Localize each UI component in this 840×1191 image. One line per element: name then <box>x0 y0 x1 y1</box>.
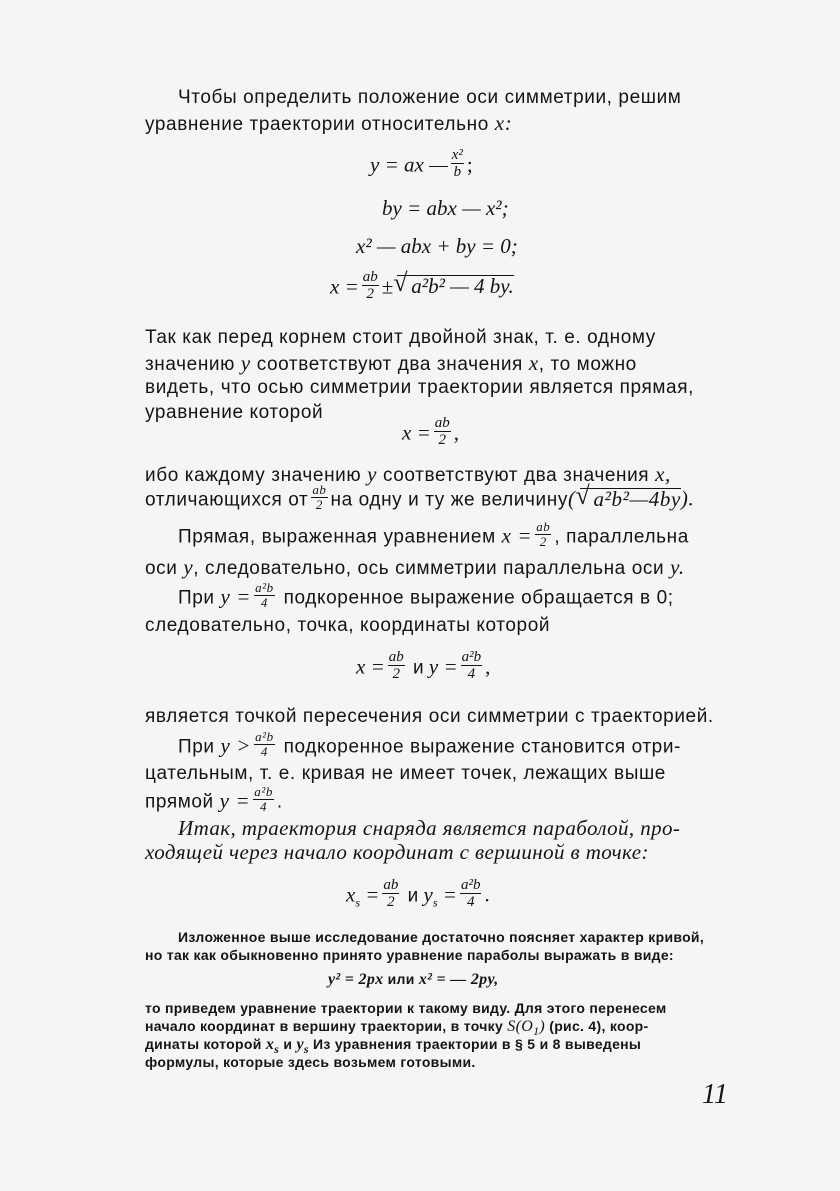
eq6-num2: a²b <box>461 649 482 665</box>
p10-line1-text: то приведем уравнение траектории к такому виду. Для этого перенесем <box>145 1000 667 1016</box>
p4-den: 2 <box>535 534 551 549</box>
p5-line1-a: При <box>178 587 215 609</box>
p3-line2-a: отличающихся от <box>145 489 309 511</box>
eq1-fraction <box>451 147 464 180</box>
p10-line3-a: динаты которой <box>145 1036 262 1052</box>
equation-3 <box>356 236 518 257</box>
eq5-fraction <box>434 415 451 448</box>
p7-line2 <box>145 764 666 783</box>
p6-line1 <box>145 707 714 726</box>
eq7-fraction-1 <box>382 877 399 910</box>
p4-num: ab <box>536 519 551 534</box>
p3-paren-close: ). <box>680 486 695 511</box>
p7-y-gt: y > <box>220 733 252 758</box>
eq6-y: y = <box>428 654 458 679</box>
p7-den: 4 <box>254 744 275 759</box>
equation-6 <box>356 649 491 685</box>
eq7-ys-sub: s <box>432 895 438 910</box>
p4-line1-b: , параллельна <box>554 526 689 548</box>
p2-y-var: y <box>240 351 251 375</box>
p4-y-var1: y <box>183 555 194 579</box>
eq1-num: x² <box>451 147 463 163</box>
p9-line1 <box>178 930 704 944</box>
p3-radical <box>580 488 681 510</box>
eq1-den: b <box>451 163 464 180</box>
eq4-num: ab <box>362 269 378 285</box>
p3-line1-b: соответствуют два значения <box>382 465 650 486</box>
eq6-and: и <box>413 657 424 679</box>
eq7-end: . <box>484 882 490 907</box>
p4-line1-a: Прямая, выраженная уравнением <box>178 526 496 548</box>
eq7-ys: y <box>423 882 433 907</box>
p10-line2 <box>145 1018 649 1039</box>
p9-line2 <box>145 948 674 962</box>
eq6-num1: ab <box>388 649 404 665</box>
p2-line2-c: , то можно <box>538 354 637 375</box>
p8-line2-text: ходящей через начало координат с вершиной в точке: <box>145 840 649 864</box>
p9-line1-text: Изложенное выше исследование достаточно поясняет характер кривой, <box>178 929 705 945</box>
p5-y-eq: y = <box>220 584 252 609</box>
p4-line1 <box>178 519 689 552</box>
p8-line1 <box>178 818 680 839</box>
p3-paren-open: ( <box>567 486 576 511</box>
eq7-xs-sub: s <box>355 895 360 910</box>
p3-num: ab <box>312 482 327 497</box>
p2-line2-a: значению <box>145 354 235 375</box>
page-number: 11 <box>702 1079 728 1110</box>
p4-y-var2: y. <box>670 555 685 579</box>
eq6-x: x = <box>356 654 385 679</box>
p8-line2 <box>145 842 649 863</box>
p7-y-eq: y = <box>219 788 251 813</box>
eq8-or: или <box>387 971 415 987</box>
eq4-den: 2 <box>362 285 379 302</box>
eq6-den1: 2 <box>388 665 405 682</box>
eq4-fraction <box>362 269 379 302</box>
eq3-text: x² — abx + by = 0; <box>356 234 518 258</box>
p10-ys: $y_s$ <box>296 1036 309 1057</box>
p5-line1-b: подкоренное выражение обращается в 0; <box>283 587 674 609</box>
eq7-num2: a²b <box>460 877 481 893</box>
eq5-den: 2 <box>434 431 451 448</box>
eq8-a: y² = 2px <box>328 971 384 988</box>
p7-num: a²b <box>255 729 274 744</box>
equation-5 <box>402 415 459 451</box>
p5-den: 4 <box>254 595 275 610</box>
eq4-lhs: x = <box>330 274 359 299</box>
p3-fraction <box>311 483 327 512</box>
p7-line1-b: подкоренное выражение становится отри- <box>283 736 681 758</box>
eq5-end: , <box>453 420 459 445</box>
eq5-lhs: x = <box>402 420 431 445</box>
equation-4 <box>330 269 514 305</box>
eq7-num1: ab <box>383 877 399 893</box>
p4-line2-b: , следовательно, ось симметрии параллельна оси <box>193 558 665 579</box>
p7-line1-a: При <box>178 736 215 758</box>
eq7-den1: 2 <box>382 893 399 910</box>
p2-line1-text: Так как перед корнем стоит двойной знак, т. е. одному <box>145 327 656 348</box>
p4-fraction <box>535 520 551 549</box>
p3-line2-b: на одну и ту же величину <box>330 489 568 511</box>
p5-line2 <box>145 616 550 635</box>
eq7-xs: x <box>346 882 356 907</box>
eq1-end: ; <box>466 152 473 177</box>
p6-line1-text: является точкой пересечения оси симметрии с траекторией. <box>145 706 714 727</box>
eq1-lhs: y = ax — <box>370 152 448 177</box>
p4-line2 <box>145 557 685 578</box>
p4-line2-a: оси <box>145 558 178 579</box>
p3-line1 <box>145 464 671 485</box>
p7-fraction-2 <box>253 785 274 814</box>
eq4-pm: ± <box>381 274 394 299</box>
p2-line3 <box>145 378 694 397</box>
eq7-den2: 4 <box>460 893 482 910</box>
p8-line1-text: Итак, траектория снаряда является параболой, про- <box>178 816 681 840</box>
p10-xs: $x_s$ <box>265 1036 280 1057</box>
p3-radicand: a²b²—4by <box>593 486 681 511</box>
p10-line4 <box>145 1055 476 1069</box>
eq4-radical <box>397 275 513 297</box>
p7-line1 <box>178 729 681 762</box>
p7-line3 <box>145 784 283 817</box>
eq6-fraction-1 <box>388 649 405 682</box>
p7-line2-text: цательным, т. е. кривая не имеет точек, лежащих выше <box>145 763 666 784</box>
p2-line4 <box>145 403 323 422</box>
p10-point: $S(O_1)$ <box>507 1018 546 1039</box>
p5-num: a²b <box>255 580 274 595</box>
equation-7: $x_s$ = $\frac{ab}{2}$ и $y_s$ = $\frac{\text{a²b}}{4}$ . <box>346 877 490 910</box>
p5-line2-text: следовательно, точка, координаты которой <box>145 615 551 636</box>
eq6-fraction-2 <box>461 649 483 682</box>
eq5-num: ab <box>434 415 450 431</box>
p10-line1 <box>145 1001 667 1015</box>
p1-line1-text: Чтобы определить положение оси симметрии, решим <box>178 87 682 108</box>
p7-num2: a²b <box>254 784 273 799</box>
p10-line3-b: Из уравнения траектории в § 5 и 8 выведены <box>313 1036 642 1052</box>
p1-line2 <box>145 113 512 134</box>
p7-den2: 4 <box>253 799 274 814</box>
eq7-and: и <box>407 885 419 907</box>
p10-point-label: S(O <box>507 1018 534 1035</box>
p7-line3-a: прямой <box>145 791 214 813</box>
p10-line3 <box>145 1036 642 1057</box>
p3-line2 <box>145 482 695 515</box>
p3-den: 2 <box>311 497 327 512</box>
p10-line4-text: формулы, которые здесь возьмем готовыми. <box>145 1054 476 1070</box>
p2-line1 <box>145 328 656 347</box>
p3-line1-a: ибо каждому значению <box>145 465 362 486</box>
p2-line3-text: видеть, что осью симметрии траектории является прямая, <box>145 377 694 398</box>
p10-line2-a: начало координат в вершину траектории, в точку <box>145 1018 504 1034</box>
equation-8 <box>328 972 499 988</box>
p3-x-var: x, <box>655 462 671 486</box>
p5-fraction <box>254 581 275 610</box>
eq7-fraction-2 <box>460 877 482 910</box>
p3-y-var: y <box>367 462 378 486</box>
p7-fraction <box>254 730 275 759</box>
eq6-den2: 4 <box>461 665 483 682</box>
eq2-text: by = abx — x²; <box>382 196 509 220</box>
p2-line4-text: уравнение которой <box>145 402 324 423</box>
eq6-end: , <box>485 654 491 679</box>
p1-line2-text: уравнение траектории относительно <box>145 114 489 135</box>
p2-x-var: x <box>528 351 539 375</box>
p1-line1 <box>178 88 681 107</box>
p2-line2 <box>145 353 637 374</box>
eq8-b: x² = — 2py, <box>418 971 499 988</box>
p7-period: . <box>276 791 283 813</box>
equation-1 <box>370 147 473 183</box>
p2-line2-b: соответствуют два значения <box>256 354 523 375</box>
p4-x-eq: x = <box>501 523 533 548</box>
p10-line3-and: и <box>283 1036 293 1052</box>
p5-line1 <box>178 580 674 613</box>
p10-line2-b: (рис. 4), коор- <box>549 1018 649 1034</box>
p1-x-var: x: <box>494 111 513 135</box>
equation-2 <box>382 198 509 219</box>
eq4-radicand: a²b² — 4 by. <box>411 274 514 299</box>
p9-line2-text: но так как обыкновенно принято уравнение параболы выражать в виде: <box>145 947 674 963</box>
